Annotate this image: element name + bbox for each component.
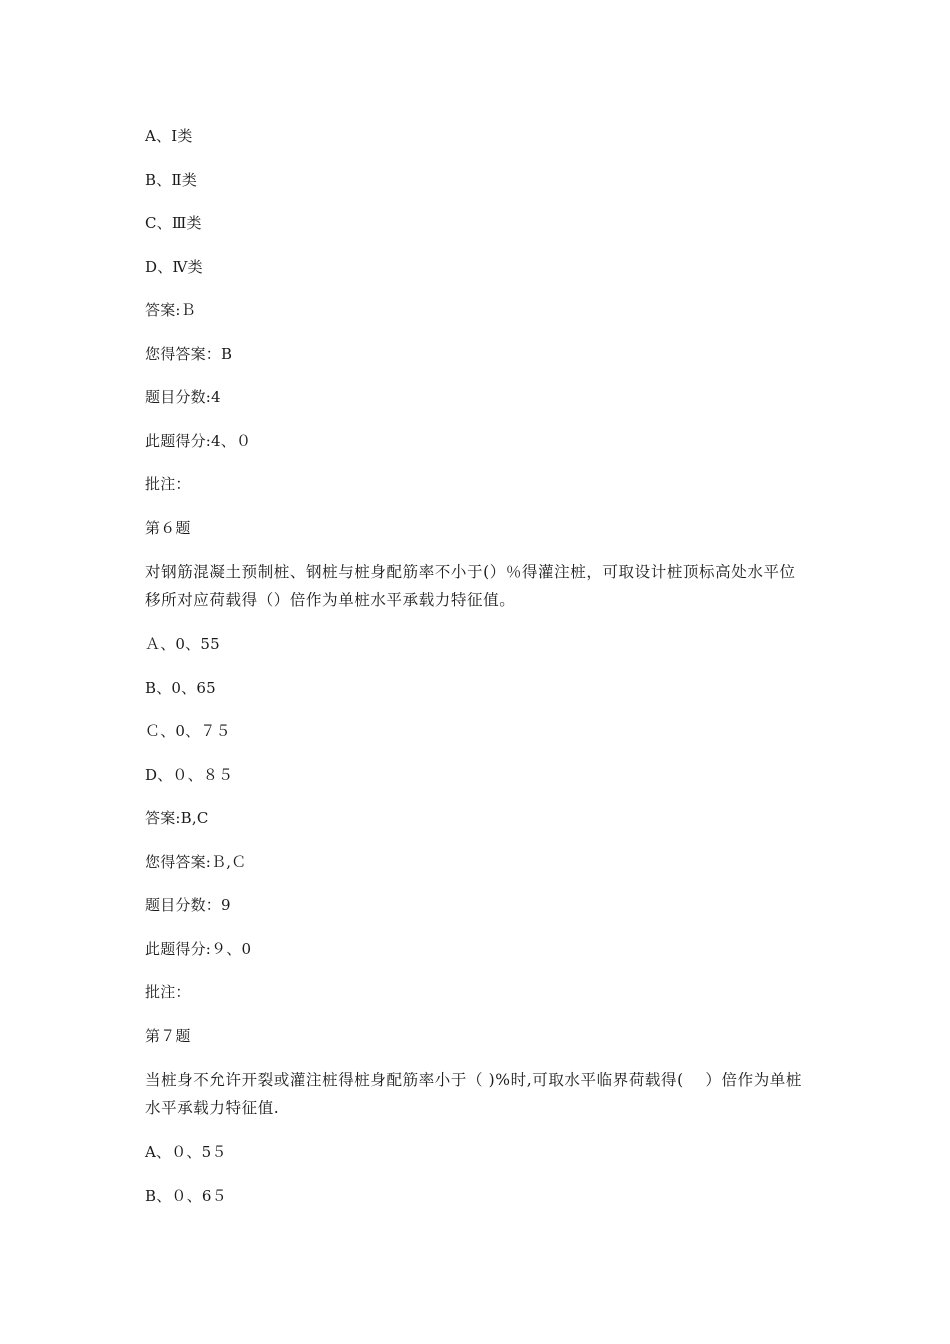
- option-a: A、０、5５: [145, 1143, 227, 1161]
- correct-answer: 答案:B,C: [145, 809, 209, 827]
- question-text: 对钢筋混凝土预制桩、钢桩与桩身配筋率不小于(）％得灌注桩，可取设计桩顶标高处水平位移所对应荷载得（）倍作为单桩水平承载力特征值。: [145, 563, 796, 609]
- comment-label: 批注：: [145, 983, 191, 1001]
- question-points: 题目分数:4: [145, 388, 221, 406]
- correct-answer: 答案:Ｂ: [145, 301, 196, 319]
- option-b: B、Ⅱ类: [145, 171, 198, 189]
- option-b: B、０、6５: [145, 1187, 227, 1205]
- option-b: B、0、65: [145, 679, 216, 697]
- option-d: D、０、８５: [145, 766, 234, 784]
- score-earned: 此题得分:９、0: [145, 940, 252, 958]
- your-answer: 您得答案:Ｂ,Ｃ: [145, 853, 247, 871]
- score-earned: 此题得分:4、０: [145, 432, 252, 450]
- option-d: D、Ⅳ类: [145, 258, 203, 276]
- option-a: Ａ、0、55: [145, 635, 220, 653]
- your-answer: 您得答案：B: [145, 345, 233, 363]
- question-number: 第７题: [145, 1027, 191, 1045]
- question-points: 题目分数：9: [145, 896, 231, 914]
- question-number: 第６题: [145, 519, 191, 537]
- option-a: A、Ⅰ类: [145, 127, 193, 145]
- question-text: 当桩身不允许开裂或灌注桩得桩身配筋率小于（ )%时,可取水平临界荷载得( ）倍作为单桩水平承载力特征值.: [145, 1071, 803, 1117]
- option-c: Ｃ、0、７５: [145, 722, 231, 740]
- comment-label: 批注：: [145, 475, 191, 493]
- option-c: C、Ⅲ类: [145, 214, 202, 232]
